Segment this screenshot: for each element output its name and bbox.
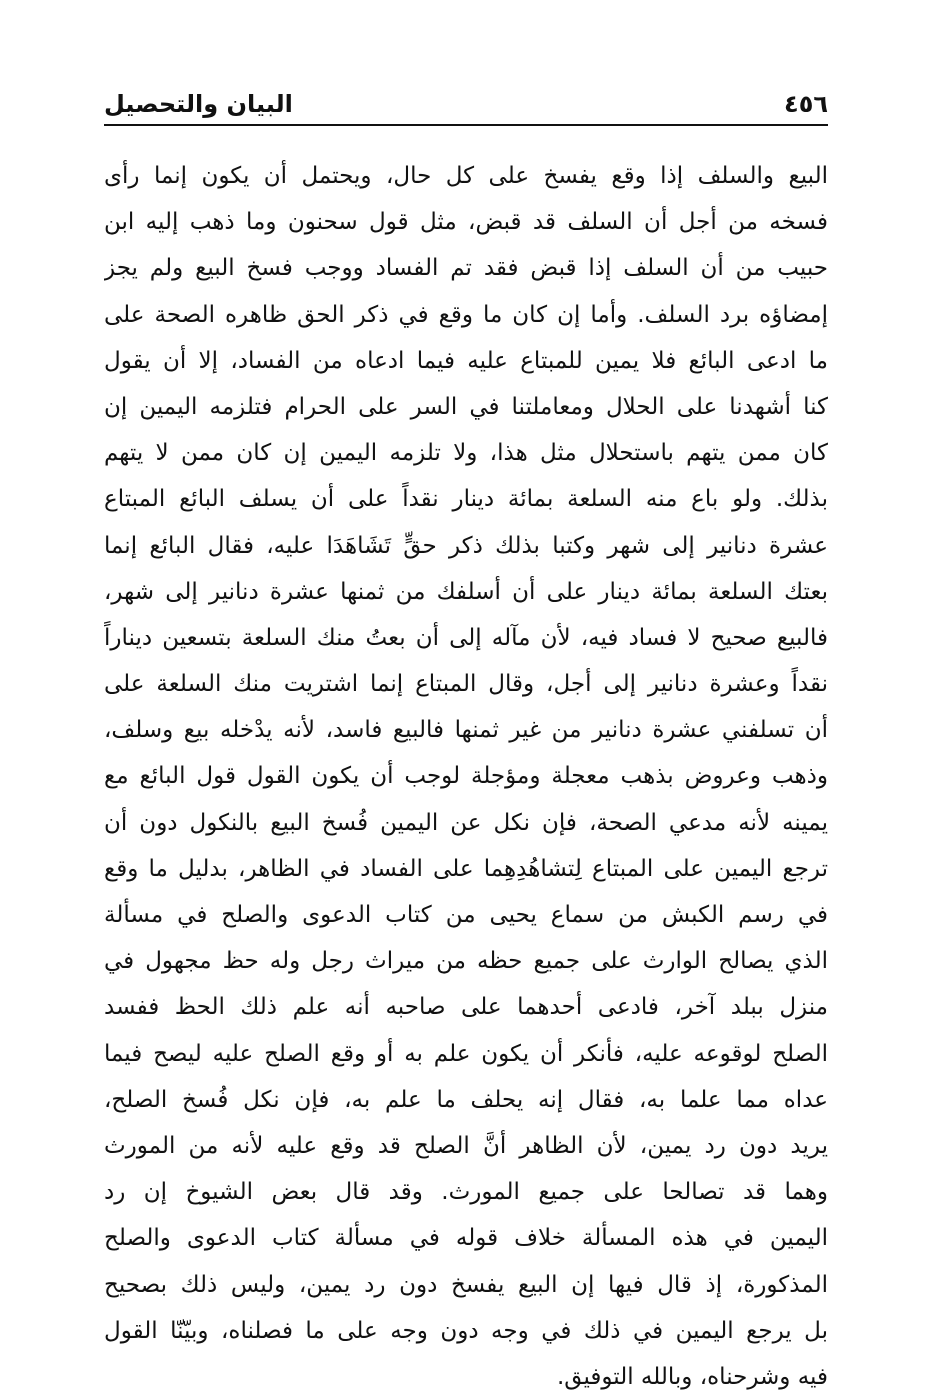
text-line: في رسم الكبش من سماع يحيى من كتاب الدعوى والصلح في مسألة <box>104 902 828 928</box>
text-line: عشرة دنانير إلى شهر وكتبا بذلك ذكر حقٍّ تَشَاهَدَا عليه، فقال البائع إنما <box>104 532 828 559</box>
text-line: اليمين في هذه المسألة خلاف قوله في مسألة كتاب الدعوى والصلح <box>104 1225 828 1252</box>
book-title: البيان والتحصيل <box>104 90 293 118</box>
text-line: حبيب من أن السلف إذا قبض فقد تم الفساد ووجب فسخ البيع ولم يجز <box>104 255 828 282</box>
text-line: يمينه لأنه مدعي الصحة، فإن نكل عن اليمين فُسخ البيع بالنكول دون أن <box>104 809 828 836</box>
body-text <box>104 153 828 1400</box>
text-line: وذهب وعروض بذهب معجلة ومؤجلة لوجب أن يكون القول قول البائع مع <box>104 763 828 790</box>
running-header <box>104 88 828 122</box>
text-line: المذكورة، إذ قال فيها إن البيع يفسخ دون رد يمين، وليس ذلك بصحيح <box>104 1271 828 1298</box>
text-line: بل يرجع اليمين في ذلك في وجه دون وجه على ما فصلناه، وبيّنّا القول <box>104 1317 828 1344</box>
header-divider <box>104 124 828 126</box>
text-line: بذلك. ولو باع منه السلعة بمائة دينار نقداً على أن يسلف البائع المبتاع <box>104 486 828 513</box>
text-line: الصلح لوقوعه عليه، فأنكر أن يكون علم به أو وقع الصلح عليه ليصح فيما <box>104 1040 828 1067</box>
text-line: ما ادعى البائع فلا يمين للمبتاع عليه فيما ادعاه من الفساد، إلا أن يقول <box>104 347 828 374</box>
text-line: إمضاؤه برد السلف. وأما إن كان ما وقع في ذكر الحق ظاهره الصحة على <box>104 301 828 328</box>
text-line-last: فيه وشرحناه، وبالله التوفيق. <box>556 1363 828 1390</box>
text-line: الذي يصالح الوارث على جميع حظه من ميراث رجل وله حظ مجهول في <box>104 948 828 975</box>
text-line: أن تسلفني عشرة دنانير من غير ثمنها فالبيع فاسد، لأنه يدْخله بيع وسلف، <box>104 717 828 744</box>
page-number: ٤٥٦ <box>784 90 828 118</box>
text-line: وهما قد تصالحا على جميع المورث. وقد قال بعض الشيوخ إن رد <box>104 1179 828 1206</box>
text-line: يريد دون رد يمين، لأن الظاهر أنَّ الصلح قد وقع عليه لأنه من المورث <box>104 1132 828 1159</box>
text-line: فالبيع صحيح لا فساد فيه، لأن مآله إلى أن بعتُ منك السلعة بتسعين ديناراً <box>104 624 828 651</box>
text-line: فسخه من أجل أن السلف قد قبض، مثل قول سحنون وما ذهب إليه ابن <box>104 209 828 236</box>
text-line: ترجع اليمين على المبتاع لِتشاهُدِهِما على الفساد في الظاهر، بدليل ما وقع <box>104 855 828 882</box>
text-line: نقداً وعشرة دنانير إلى أجل، وقال المبتاع إنما اشتريت منك السلعة على <box>104 671 828 698</box>
text-line: منزل ببلد آخر، فادعى أحدهما على صاحبه أنه علم ذلك الحظ ففسد <box>104 994 828 1021</box>
text-line: كان ممن يتهم باستحلال مثل هذا، ولا تلزمه اليمين إن كان ممن لا يتهم <box>104 440 828 467</box>
text-line: البيع والسلف إذا وقع يفسخ على كل حال، ويحتمل أن يكون إنما رأى <box>104 163 828 189</box>
text-line: كنا أشهدنا على الحلال ومعاملتنا في السر على الحرام فتلزمه اليمين إن <box>104 393 828 420</box>
text-line: بعتك السلعة بمائة دينار على أن أسلفك من ثمنها عشرة دنانير إلى شهر، <box>104 578 828 605</box>
text-line: عداه مما علما به، فقال إنه يحلف ما علم به، فإن نكل فُسخ الصلح، <box>104 1086 828 1113</box>
